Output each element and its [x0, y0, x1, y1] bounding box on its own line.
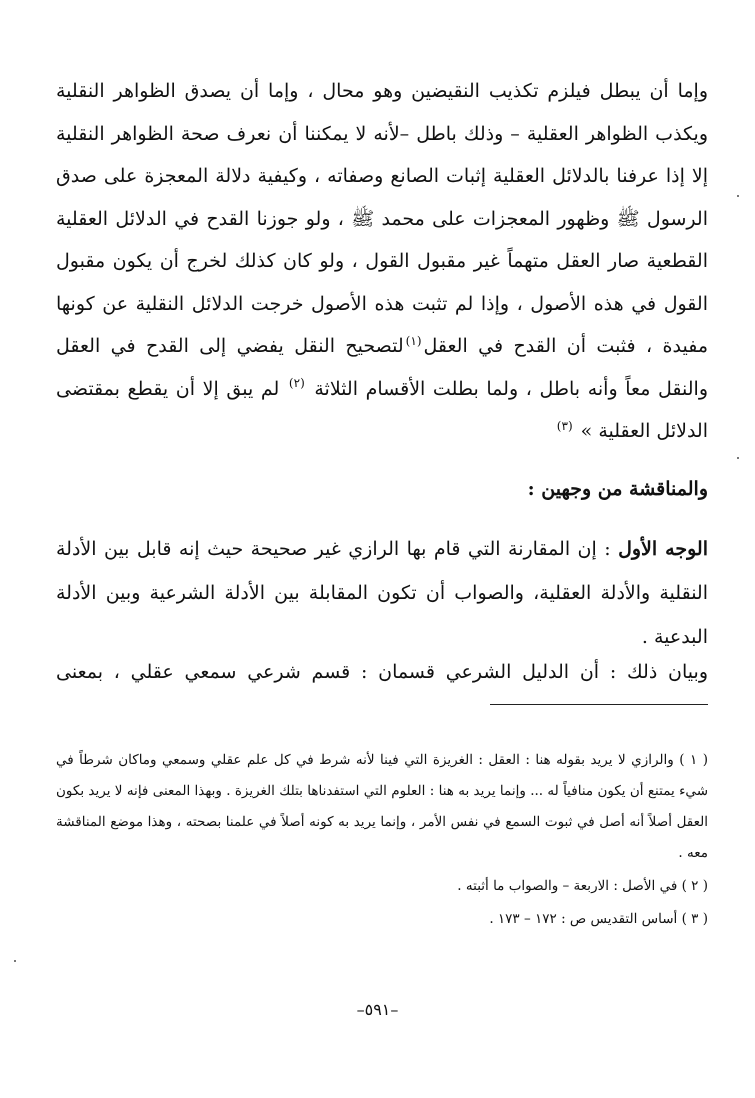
footnote-2-ref: ( ٢ ) — [681, 878, 708, 894]
main-text-part-2: لتصحيح النقل يفضي إلى القدح في العقل والنقل معاً وأنه باطل ، ولما بطلت الأقسام الثلاثة — [56, 335, 708, 400]
main-text-part-1: وإما أن يبطل فيلزم تكذيب النقيضين وهو محال ، وإما أن يصدق الظواهر النقلية ويكذب الظواهر العقلية – وذلك باطل –لأنه لا يمكننا أن نعرف صحة الظواهر النقلية إلا إذا عرفنا بالدلائل العقلية إثبات الصانع وصفاته ، وكيفية دلالة المعجزة على صدق الرسول ﷺ وظهور المعجزات على محمد ﷺ ، ولو جوزنا القدح في الدلائل العقلية القطعية صار العقل متهماً غير مقبول القول ، ولو كان كذلك لخرج أن يكون مقبول القول في هذه الأصول ، وإذا لم تثبت هذه الأصول خرجت الدلائل النقلية عن كونها مفيدة ، فثبت أن القدح في العقل — [56, 80, 708, 357]
scan-edge-mark — [737, 457, 739, 459]
first-aspect-paragraph — [56, 527, 708, 659]
section-heading: والمناقشة من وجهين : — [527, 478, 708, 500]
footnote-1-text: والرازي لا يريد بقوله هنا : العقل : الغريزة التي فينا لأنه شرط في كل علم عقلي وسمعي وماكان شرطاً في شيء يمتنع أن يكون منافياً له ... وإنما يريد به هنا : العلوم التي استفدناها بتلك الغريزة . وبهذا المعنى فإنه لا يريد بكون العقل أصلاً أنه أصل في ثبوت السمع في نفس الأمر ، وإنما يريد به كونه أصلاً في علمنا بصحته ، وهذا موضع المناقشة معه . — [56, 752, 708, 861]
page-number: –٥٩١– — [356, 1000, 399, 1019]
footnote-1 — [56, 745, 708, 869]
footnote-ref-3[interactable]: (٣) — [556, 418, 573, 433]
footnote-1-ref: ( ١ ) — [679, 752, 709, 768]
footnote-3-ref: ( ٣ ) — [681, 911, 708, 927]
footnote-ref-1[interactable]: (١) — [405, 333, 422, 348]
footnotes — [56, 745, 708, 935]
first-aspect-text: : إن المقارنة التي قام بها الرازي غير صحيحة حيث إنه قابل بين الأدلة النقلية والأدلة العقلية، والصواب أن تكون المقابلة بين الأدلة الشرعية وبين الأدلة البدعية . — [56, 538, 708, 648]
scan-edge-mark — [14, 960, 16, 962]
scan-edge-mark — [737, 195, 739, 197]
main-text-part-3: لم يبق إلا أن يقطع بمقتضى الدلائل العقلية » — [56, 377, 708, 442]
explanation-paragraph: وبيان ذلك : أن الدليل الشرعي قسمان : قسم شرعي سمعي عقلي ، بمعنى — [56, 661, 708, 683]
footnote-3-text: أساس التقديس ص : ١٧٢ – ١٧٣ . — [489, 911, 678, 927]
footnote-2 — [56, 871, 708, 902]
first-aspect-lead: الوجه الأول — [618, 538, 708, 560]
footnote-ref-2[interactable]: (٢) — [288, 376, 305, 391]
footnote-3 — [56, 904, 708, 935]
main-paragraph — [56, 70, 708, 453]
footnote-separator — [490, 704, 708, 705]
footnote-2-text: في الأصل : الاربعة – والصواب ما أثبته . — [457, 878, 678, 894]
